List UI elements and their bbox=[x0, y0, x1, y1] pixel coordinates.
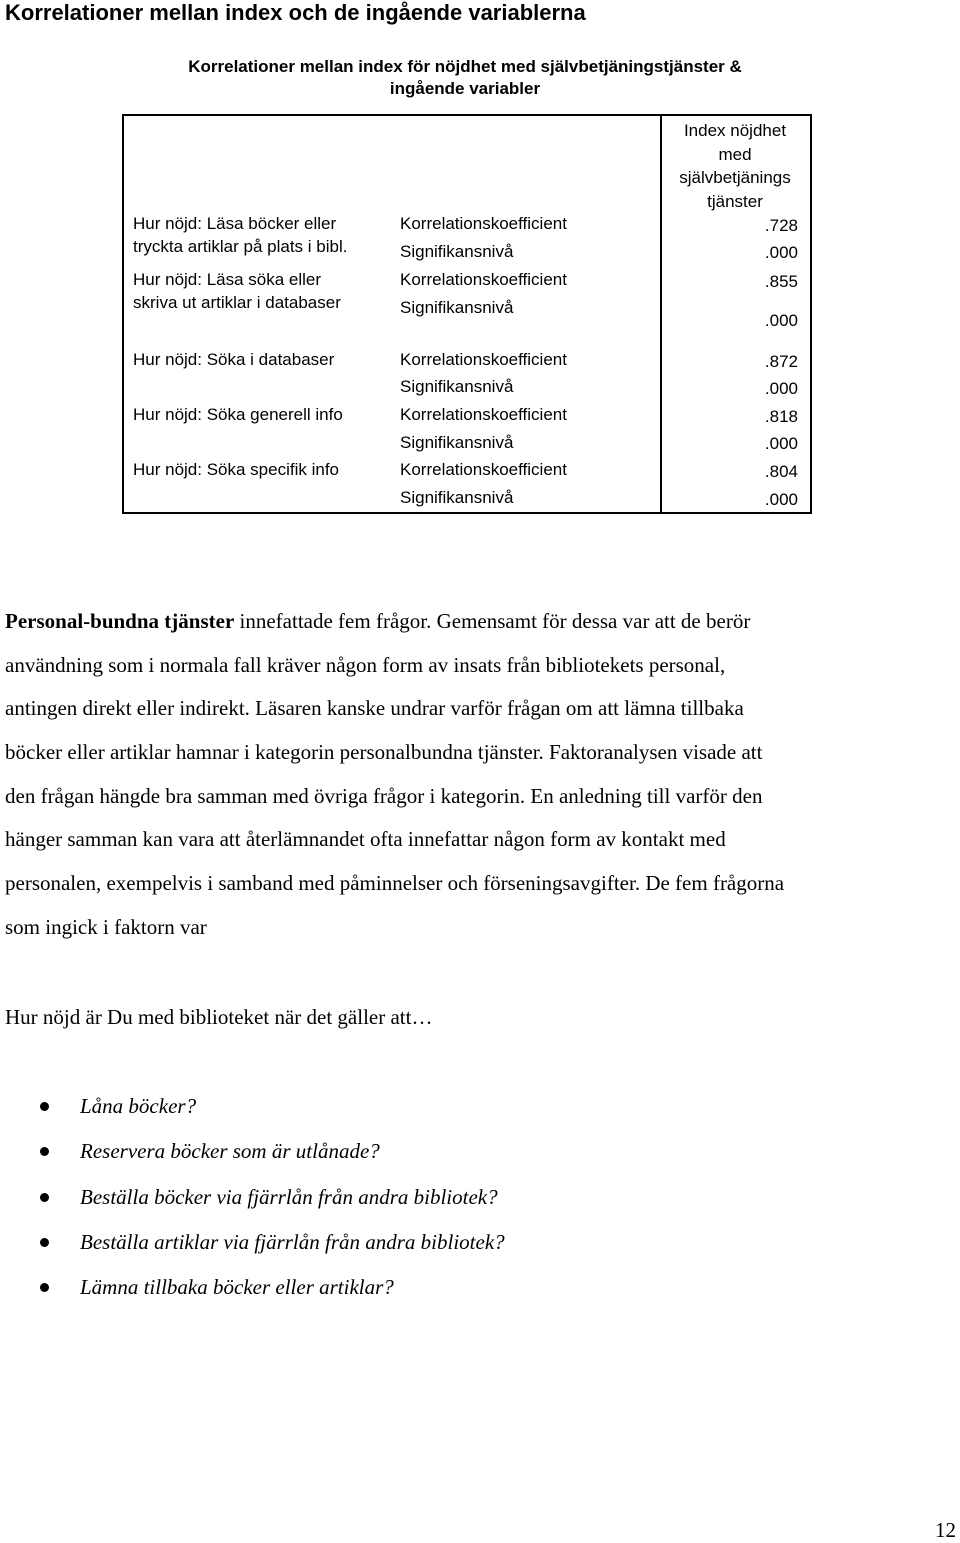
column-header-line: Index nöjdhet bbox=[683, 121, 787, 140]
body-paragraph bbox=[5, 600, 955, 950]
row-label: skriva ut artiklar i databaser bbox=[133, 293, 341, 312]
list-item-text: Reservera böcker som är utlånade? bbox=[80, 1139, 380, 1164]
bullet-icon bbox=[40, 1238, 49, 1247]
row-label: Hur nöjd: Söka specifik info bbox=[133, 460, 339, 479]
bullet-icon bbox=[40, 1147, 49, 1156]
row-label: Hur nöjd: Läsa söka eller bbox=[133, 270, 322, 289]
corr-label: Korrelationskoefficient bbox=[400, 460, 567, 479]
page-number: 12 bbox=[935, 1518, 956, 1542]
corr-value: .855 bbox=[764, 272, 798, 291]
sig-value: .000 bbox=[764, 490, 798, 509]
corr-value: .818 bbox=[764, 407, 798, 426]
list-item-text: Lämna tillbaka böcker eller artiklar? bbox=[80, 1275, 394, 1300]
list-item-text: Beställa böcker via fjärrlån från andra bibliotek? bbox=[80, 1184, 498, 1209]
column-header-line: tjänster bbox=[707, 191, 763, 211]
paragraph-line: hänger samman kan vara att återlämnandet ofta innefattar någon form av kontakt med bbox=[5, 827, 726, 852]
section-heading: Korrelationer mellan index och de ingående variablerna bbox=[5, 0, 586, 25]
sig-label: Signifikansnivå bbox=[400, 242, 514, 261]
paragraph-line: den frågan hängde bra samman med övriga frågor i kategorin. En anledning till varför den bbox=[5, 783, 763, 808]
paragraph-line bbox=[5, 600, 955, 644]
sig-label: Signifikansnivå bbox=[400, 298, 514, 317]
corr-label: Korrelationskoefficient bbox=[400, 214, 567, 233]
corr-value: .872 bbox=[764, 352, 798, 371]
paragraph-line: användning som i normala fall kräver någon form av insats från bibliotekets personal, bbox=[5, 652, 726, 677]
sig-value: .000 bbox=[764, 243, 798, 262]
corr-label: Korrelationskoefficient bbox=[400, 405, 567, 424]
table-title-line: Korrelationer mellan index för nöjdhet med självbetjäningstjänster & bbox=[188, 57, 742, 76]
list-item-text: Beställa artiklar via fjärrlån från andra bibliotek? bbox=[80, 1229, 505, 1254]
sig-value: .000 bbox=[764, 434, 798, 453]
list-item-text: Låna böcker? bbox=[80, 1094, 197, 1118]
column-header-line: med bbox=[718, 144, 752, 164]
paragraph-line: böcker eller artiklar hamnar i kategorin personalbundna tjänster. Faktoranalysen visade att bbox=[5, 740, 763, 765]
paragraph-line: personalen, exempelvis i samband med påminnelser och förseningsavgifter. De fem frågorna bbox=[5, 871, 785, 896]
paragraph-text: innefattade fem frågor. Gemensamt för dessa var att de berör bbox=[234, 609, 751, 633]
sig-label: Signifikansnivå bbox=[400, 488, 514, 507]
sig-label: Signifikansnivå bbox=[400, 433, 514, 452]
column-header-line: självbetjänings bbox=[679, 168, 791, 187]
row-label: Hur nöjd: Söka generell info bbox=[133, 405, 343, 424]
bullet-icon bbox=[40, 1193, 49, 1202]
corr-value: .804 bbox=[764, 462, 798, 481]
paragraph-line: antingen direkt eller indirekt. Läsaren kanske undrar varför frågan om att lämna tillbaka bbox=[5, 696, 744, 721]
corr-label: Korrelationskoefficient bbox=[400, 270, 567, 289]
bold-term: Personal-bundna tjänster bbox=[5, 609, 235, 633]
survey-question: Hur nöjd är Du med biblioteket när det gäller att… bbox=[5, 1005, 433, 1029]
corr-value: .728 bbox=[764, 216, 798, 235]
sig-value: .000 bbox=[764, 311, 798, 330]
row-label: Hur nöjd: Söka i databaser bbox=[133, 350, 335, 369]
table-title bbox=[120, 56, 810, 100]
sig-label: Signifikansnivå bbox=[400, 377, 514, 396]
paragraph-line: som ingick i faktorn var bbox=[5, 914, 207, 939]
sig-value: .000 bbox=[764, 379, 798, 398]
bullet-icon bbox=[40, 1102, 49, 1111]
row-label: Hur nöjd: Läsa böcker eller bbox=[133, 214, 337, 233]
row-label: tryckta artiklar på plats i bibl. bbox=[133, 237, 348, 256]
bullet-icon bbox=[40, 1283, 49, 1292]
table-title-line: ingående variabler bbox=[389, 79, 541, 98]
corr-label: Korrelationskoefficient bbox=[400, 350, 567, 369]
column-header bbox=[662, 119, 808, 213]
